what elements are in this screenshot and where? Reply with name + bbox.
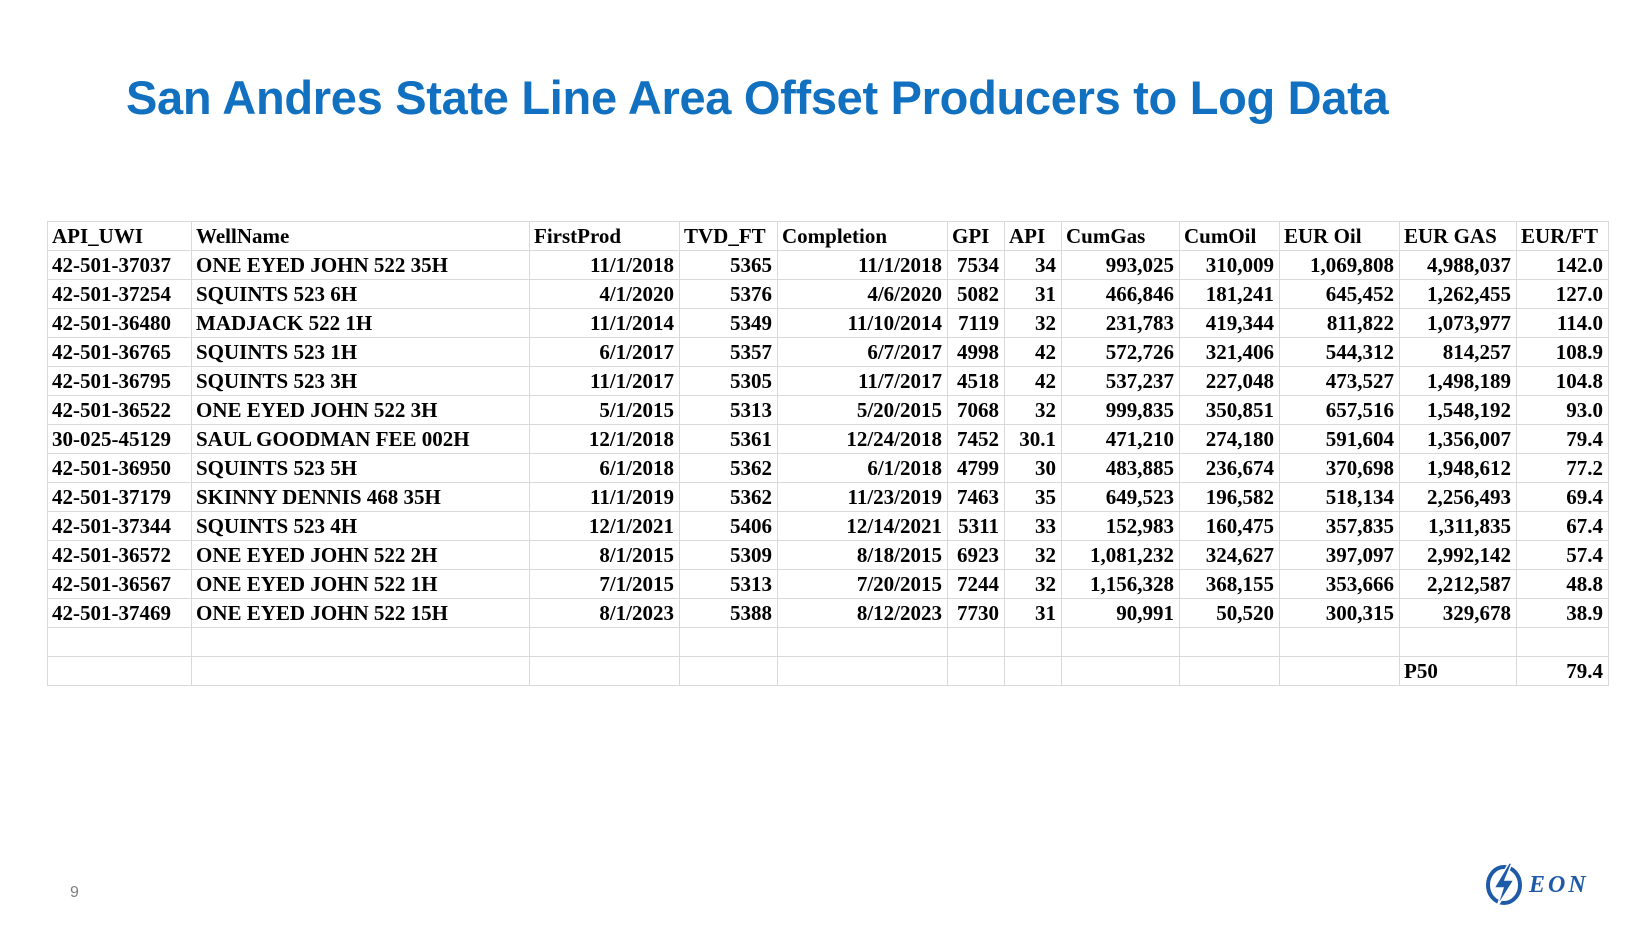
wells-table: [47, 221, 1609, 686]
cell-gpi: 5082: [948, 280, 1005, 309]
cell-eur-oil: 657,516: [1280, 396, 1400, 425]
cell-first-prod: 7/1/2015: [530, 570, 680, 599]
cell-api: 30.1: [1005, 425, 1062, 454]
cell-eur-ft: 67.4: [1517, 512, 1609, 541]
cell-api: 32: [1005, 570, 1062, 599]
cell-gpi: 6923: [948, 541, 1005, 570]
cell-api: 32: [1005, 541, 1062, 570]
cell-eur-gas: 1,356,007: [1400, 425, 1517, 454]
cell-eur-ft: 77.2: [1517, 454, 1609, 483]
cell-gpi: 7068: [948, 396, 1005, 425]
cell-cum-gas: 483,885: [1062, 454, 1180, 483]
col-header-api-uwi: API_UWI: [48, 222, 192, 251]
cell-completion: 11/10/2014: [778, 309, 948, 338]
cell-api-uwi: 42-501-37179: [48, 483, 192, 512]
page-number: 9: [70, 884, 79, 901]
cell-api: 32: [1005, 309, 1062, 338]
cell-cum-gas: 152,983: [1062, 512, 1180, 541]
table-row: [48, 570, 1609, 599]
cell-cum-gas: 466,846: [1062, 280, 1180, 309]
cell-well-name: SQUINTS 523 3H: [192, 367, 530, 396]
table-body: [48, 251, 1609, 628]
cell-cum-gas: 537,237: [1062, 367, 1180, 396]
cell-api: 33: [1005, 512, 1062, 541]
cell-completion: 4/6/2020: [778, 280, 948, 309]
cell-tvd-ft: 5376: [680, 280, 778, 309]
cell-well-name: ONE EYED JOHN 522 2H: [192, 541, 530, 570]
cell-tvd-ft: 5313: [680, 396, 778, 425]
cell-eur-ft: 69.4: [1517, 483, 1609, 512]
cell-api: 30: [1005, 454, 1062, 483]
cell-first-prod: 8/1/2015: [530, 541, 680, 570]
table-row: [48, 512, 1609, 541]
table-blank-row: [48, 628, 1609, 657]
col-header-cum-oil: CumOil: [1180, 222, 1280, 251]
cell-completion: 8/12/2023: [778, 599, 948, 628]
cell-api-uwi: 42-501-36480: [48, 309, 192, 338]
cell-completion: 6/7/2017: [778, 338, 948, 367]
cell-completion: 7/20/2015: [778, 570, 948, 599]
cell-eur-oil: 811,822: [1280, 309, 1400, 338]
cell-completion: 6/1/2018: [778, 454, 948, 483]
col-header-tvd-ft: TVD_FT: [680, 222, 778, 251]
cell-eur-oil: 1,069,808: [1280, 251, 1400, 280]
cell-tvd-ft: 5309: [680, 541, 778, 570]
cell-cum-gas: 993,025: [1062, 251, 1180, 280]
cell-eur-ft: 93.0: [1517, 396, 1609, 425]
cell-completion: 11/23/2019: [778, 483, 948, 512]
cell-api: 35: [1005, 483, 1062, 512]
cell-completion: 5/20/2015: [778, 396, 948, 425]
cell-first-prod: 5/1/2015: [530, 396, 680, 425]
table-row: [48, 483, 1609, 512]
cell-api-uwi: 42-501-36795: [48, 367, 192, 396]
col-header-eur-gas: EUR GAS: [1400, 222, 1517, 251]
cell-first-prod: 11/1/2014: [530, 309, 680, 338]
cell-cum-gas: 572,726: [1062, 338, 1180, 367]
cell-api-uwi: 42-501-36522: [48, 396, 192, 425]
cell-eur-ft: 48.8: [1517, 570, 1609, 599]
cell-gpi: 7244: [948, 570, 1005, 599]
col-header-well-name: WellName: [192, 222, 530, 251]
col-header-api: API: [1005, 222, 1062, 251]
cell-well-name: ONE EYED JOHN 522 1H: [192, 570, 530, 599]
cell-cum-oil: 324,627: [1180, 541, 1280, 570]
cell-well-name: SQUINTS 523 1H: [192, 338, 530, 367]
cell-eur-oil: 473,527: [1280, 367, 1400, 396]
cell-cum-gas: 1,081,232: [1062, 541, 1180, 570]
cell-api-uwi: 42-501-36567: [48, 570, 192, 599]
table-row: [48, 367, 1609, 396]
cell-tvd-ft: 5362: [680, 483, 778, 512]
cell-well-name: ONE EYED JOHN 522 35H: [192, 251, 530, 280]
cell-tvd-ft: 5305: [680, 367, 778, 396]
cell-eur-ft: 127.0: [1517, 280, 1609, 309]
table-row: [48, 599, 1609, 628]
table-row: [48, 280, 1609, 309]
cell-eur-gas: 1,073,977: [1400, 309, 1517, 338]
cell-well-name: SAUL GOODMAN FEE 002H: [192, 425, 530, 454]
cell-eur-gas: 1,498,189: [1400, 367, 1517, 396]
table-header-row: [48, 222, 1609, 251]
cell-api-uwi: 42-501-37344: [48, 512, 192, 541]
cell-eur-ft: 38.9: [1517, 599, 1609, 628]
cell-api-uwi: 42-501-37469: [48, 599, 192, 628]
cell-well-name: SQUINTS 523 5H: [192, 454, 530, 483]
cell-api: 32: [1005, 396, 1062, 425]
cell-eur-gas: 2,256,493: [1400, 483, 1517, 512]
cell-first-prod: 4/1/2020: [530, 280, 680, 309]
cell-cum-oil: 321,406: [1180, 338, 1280, 367]
cell-first-prod: 6/1/2018: [530, 454, 680, 483]
cell-eur-ft: 108.9: [1517, 338, 1609, 367]
cell-eur-ft: 79.4: [1517, 425, 1609, 454]
cell-cum-oil: 196,582: [1180, 483, 1280, 512]
cell-eur-oil: 518,134: [1280, 483, 1400, 512]
cell-eur-ft: 142.0: [1517, 251, 1609, 280]
slide-title: San Andres State Line Area Offset Producers to Log Data: [126, 71, 1389, 124]
cell-well-name: ONE EYED JOHN 522 15H: [192, 599, 530, 628]
cell-first-prod: 12/1/2021: [530, 512, 680, 541]
cell-tvd-ft: 5313: [680, 570, 778, 599]
cell-gpi: 4799: [948, 454, 1005, 483]
cell-api: 42: [1005, 367, 1062, 396]
cell-cum-oil: 160,475: [1180, 512, 1280, 541]
cell-completion: 11/1/2018: [778, 251, 948, 280]
cell-api-uwi: 42-501-36572: [48, 541, 192, 570]
cell-eur-ft: 114.0: [1517, 309, 1609, 338]
cell-gpi: 7452: [948, 425, 1005, 454]
cell-eur-gas: 2,992,142: [1400, 541, 1517, 570]
col-header-eur-ft: EUR/FT: [1517, 222, 1609, 251]
cell-well-name: SQUINTS 523 4H: [192, 512, 530, 541]
cell-eur-gas: 1,311,835: [1400, 512, 1517, 541]
col-header-cum-gas: CumGas: [1062, 222, 1180, 251]
cell-api-uwi: 42-501-36950: [48, 454, 192, 483]
cell-api-uwi: 42-501-36765: [48, 338, 192, 367]
cell-api: 31: [1005, 280, 1062, 309]
cell-tvd-ft: 5357: [680, 338, 778, 367]
cell-gpi: 5311: [948, 512, 1005, 541]
logo-text: EON: [1529, 872, 1589, 898]
cell-first-prod: 6/1/2017: [530, 338, 680, 367]
cell-well-name: MADJACK 522 1H: [192, 309, 530, 338]
table-row: [48, 396, 1609, 425]
table-row: [48, 338, 1609, 367]
cell-cum-gas: 231,783: [1062, 309, 1180, 338]
cell-cum-oil: 419,344: [1180, 309, 1280, 338]
cell-api: 34: [1005, 251, 1062, 280]
col-header-gpi: GPI: [948, 222, 1005, 251]
col-header-first-prod: FirstProd: [530, 222, 680, 251]
cell-eur-oil: 397,097: [1280, 541, 1400, 570]
cell-tvd-ft: 5349: [680, 309, 778, 338]
table-row: [48, 251, 1609, 280]
cell-first-prod: 11/1/2018: [530, 251, 680, 280]
cell-eur-oil: 544,312: [1280, 338, 1400, 367]
cell-gpi: 7119: [948, 309, 1005, 338]
cell-cum-oil: 350,851: [1180, 396, 1280, 425]
cell-eur-gas: 329,678: [1400, 599, 1517, 628]
cell-cum-oil: 181,241: [1180, 280, 1280, 309]
cell-cum-gas: 1,156,328: [1062, 570, 1180, 599]
cell-tvd-ft: 5406: [680, 512, 778, 541]
cell-first-prod: 12/1/2018: [530, 425, 680, 454]
cell-cum-oil: 274,180: [1180, 425, 1280, 454]
cell-cum-gas: 90,991: [1062, 599, 1180, 628]
cell-gpi: 7534: [948, 251, 1005, 280]
cell-eur-ft: 104.8: [1517, 367, 1609, 396]
cell-completion: 11/7/2017: [778, 367, 948, 396]
cell-cum-oil: 368,155: [1180, 570, 1280, 599]
cell-api: 42: [1005, 338, 1062, 367]
cell-first-prod: 11/1/2017: [530, 367, 680, 396]
cell-api-uwi: 42-501-37254: [48, 280, 192, 309]
table-row: [48, 425, 1609, 454]
table-row: [48, 309, 1609, 338]
cell-tvd-ft: 5362: [680, 454, 778, 483]
cell-cum-oil: 50,520: [1180, 599, 1280, 628]
cell-eur-gas: 814,257: [1400, 338, 1517, 367]
cell-cum-gas: 649,523: [1062, 483, 1180, 512]
cell-gpi: 4518: [948, 367, 1005, 396]
cell-eur-gas: 4,988,037: [1400, 251, 1517, 280]
cell-eur-gas: 1,548,192: [1400, 396, 1517, 425]
cell-tvd-ft: 5365: [680, 251, 778, 280]
col-header-completion: Completion: [778, 222, 948, 251]
cell-cum-oil: 236,674: [1180, 454, 1280, 483]
cell-well-name: SQUINTS 523 6H: [192, 280, 530, 309]
cell-first-prod: 8/1/2023: [530, 599, 680, 628]
table-row: [48, 541, 1609, 570]
cell-completion: 8/18/2015: [778, 541, 948, 570]
cell-eur-oil: 591,604: [1280, 425, 1400, 454]
cell-gpi: 7730: [948, 599, 1005, 628]
cell-eur-oil: 357,835: [1280, 512, 1400, 541]
cell-eur-oil: 645,452: [1280, 280, 1400, 309]
table-row: [48, 454, 1609, 483]
cell-gpi: 4998: [948, 338, 1005, 367]
col-header-eur-oil: EUR Oil: [1280, 222, 1400, 251]
cell-cum-oil: 310,009: [1180, 251, 1280, 280]
cell-completion: 12/24/2018: [778, 425, 948, 454]
summary-label: P50: [1400, 657, 1517, 686]
cell-eur-ft: 57.4: [1517, 541, 1609, 570]
cell-eur-oil: 370,698: [1280, 454, 1400, 483]
cell-eur-oil: 300,315: [1280, 599, 1400, 628]
cell-well-name: SKINNY DENNIS 468 35H: [192, 483, 530, 512]
cell-eur-gas: 1,948,612: [1400, 454, 1517, 483]
cell-api: 31: [1005, 599, 1062, 628]
cell-cum-oil: 227,048: [1180, 367, 1280, 396]
cell-tvd-ft: 5388: [680, 599, 778, 628]
cell-cum-gas: 471,210: [1062, 425, 1180, 454]
cell-first-prod: 11/1/2019: [530, 483, 680, 512]
cell-well-name: ONE EYED JOHN 522 3H: [192, 396, 530, 425]
cell-api-uwi: 42-501-37037: [48, 251, 192, 280]
cell-gpi: 7463: [948, 483, 1005, 512]
cell-tvd-ft: 5361: [680, 425, 778, 454]
cell-eur-oil: 353,666: [1280, 570, 1400, 599]
table-summary-row: [48, 657, 1609, 686]
cell-eur-gas: 1,262,455: [1400, 280, 1517, 309]
cell-eur-gas: 2,212,587: [1400, 570, 1517, 599]
cell-completion: 12/14/2021: [778, 512, 948, 541]
summary-value: 79.4: [1517, 657, 1609, 686]
cell-api-uwi: 30-025-45129: [48, 425, 192, 454]
cell-cum-gas: 999,835: [1062, 396, 1180, 425]
